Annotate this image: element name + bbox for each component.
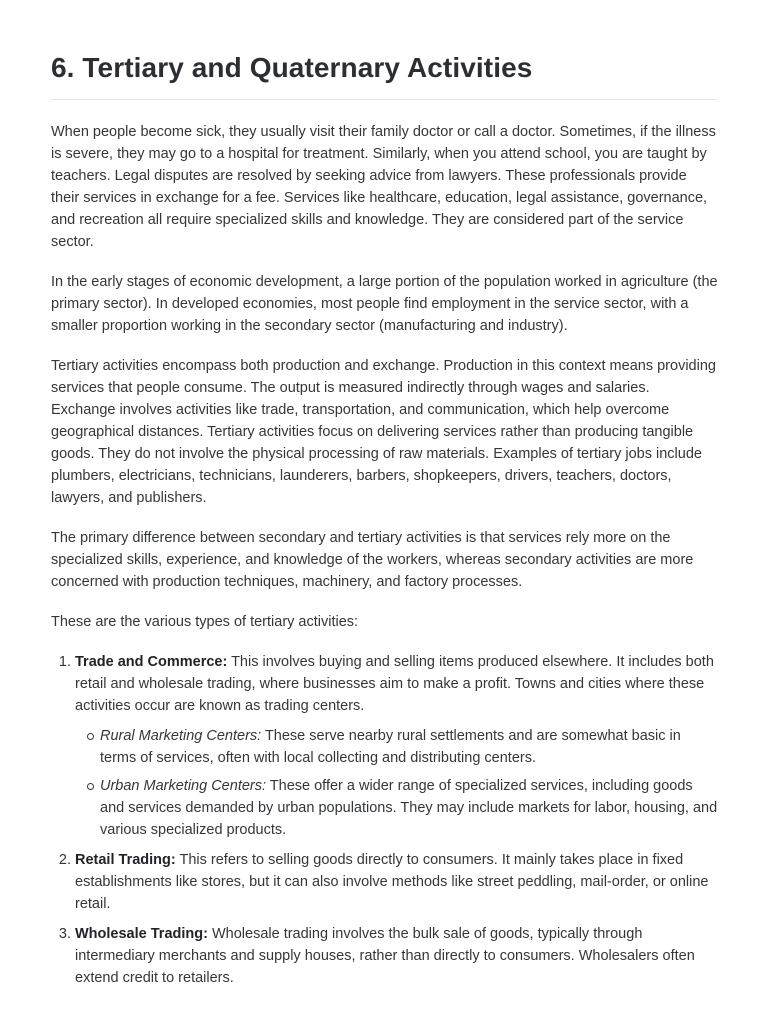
paragraph-types-intro: These are the various types of tertiary activities: <box>51 614 359 630</box>
title-divider <box>51 99 718 100</box>
paragraph-development: In the early stages of economic development, a large portion of the population worked in agriculture (the primary sector). In developed economies, most people find employment in the service sector, with a smaller proportion working in the secondary sector (manufacturing and industry). <box>51 274 718 334</box>
marketing-centers-list <box>75 725 718 841</box>
term-retail-trading: Retail Trading: <box>75 852 176 868</box>
list-item-rural-marketing <box>100 725 718 769</box>
paragraph-intro: When people become sick, they usually visit their family doctor or call a doctor. Sometimes, if the illness is severe, they may go to a hospital for treatment. Similarly, when you attend school, you are taught by teachers. Legal disputes are resolved by seeking advice from lawyers. These professionals provide their services in exchange for a fee. Services like healthcare, education, legal assistance, governance, and recreation all require specialized skills and knowledge. They are considered part of the service sector. <box>51 124 716 250</box>
term-trade-commerce: Trade and Commerce: <box>75 654 228 670</box>
list-item-urban-marketing <box>100 775 718 841</box>
desc-trade-commerce: This involves buying and selling items produced elsewhere. It includes both retail and wholesale trading, where businesses aim to make a profit. Towns and cities where these activities occur are known as trading centers. <box>75 654 714 714</box>
desc-urban-marketing: These offer a wider range of specialized services, including goods and services demanded by urban populations. They may include markets for labor, housing, and various specialized products. <box>100 778 718 838</box>
desc-rural-marketing: These serve nearby rural settlements and are somewhat basic in terms of services, often with local collecting and distributing centers. <box>100 728 681 766</box>
list-item-trade-commerce <box>75 651 718 841</box>
term-rural-marketing: Rural Marketing Centers: <box>100 728 262 744</box>
page-title: 6. Tertiary and Quaternary Activities <box>51 52 533 83</box>
term-urban-marketing: Urban Marketing Centers: <box>100 778 267 794</box>
paragraph-production-exchange: Tertiary activities encompass both production and exchange. Production in this context means providing services that people consume. The output is measured indirectly through wages and salaries. Exchange involves activities like trade, transportation, and communication, which help overcome geographical distances. Tertiary activities focus on delivering services rather than producing tangible goods. They do not involve the physical processing of raw materials. Examples of tertiary jobs include plumbers, electricians, technicians, launderers, barbers, shopkeepers, drivers, teachers, doctors, lawyers, and publishers. <box>51 358 716 506</box>
paragraph-difference: The primary difference between secondary and tertiary activities is that services rely more on the specialized skills, experience, and knowledge of the workers, whereas secondary activities are more concerned with production techniques, machinery, and factory processes. <box>51 530 694 590</box>
term-wholesale-trading: Wholesale Trading: <box>75 926 208 942</box>
tertiary-types-list <box>51 651 718 989</box>
list-item-wholesale-trading <box>75 923 718 989</box>
list-item-retail-trading <box>75 849 718 915</box>
desc-retail-trading: This refers to selling goods directly to consumers. It mainly takes place in fixed establishments like stores, but it can also involve methods like street peddling, mail-order, or online retail. <box>75 852 709 912</box>
desc-wholesale-trading: Wholesale trading involves the bulk sale of goods, typically through intermediary merchants and supply houses, rather than directly to consumers. Wholesalers often extend credit to retailers. <box>75 926 695 986</box>
